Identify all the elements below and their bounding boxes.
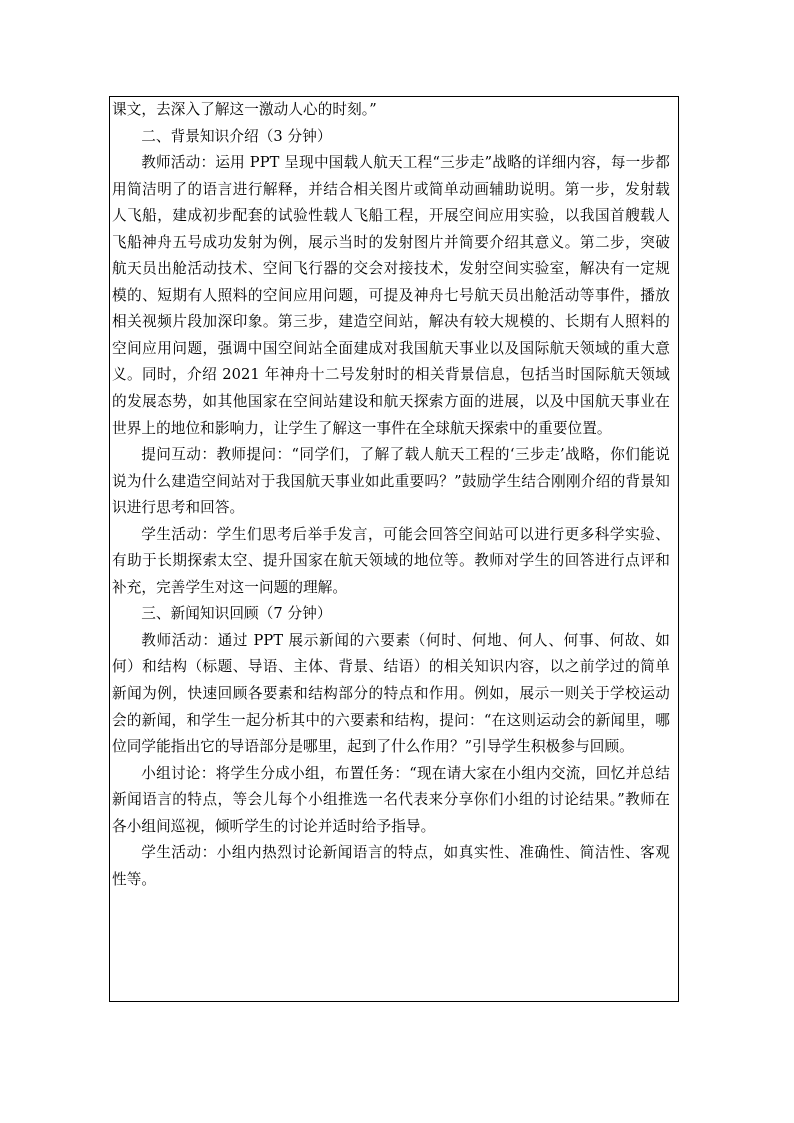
paragraph-continuation: 课文，去深入了解这一激动人心的时刻。”	[112, 101, 377, 118]
section-heading-background: 二、背景知识介绍（3 分钟）	[141, 127, 332, 145]
paragraph-group-discussion: 小组讨论：将学生分成小组，布置任务：“现在请大家在小组内交流，回忆并总结新闻语言的特点，等会儿每个小组推选一名代表来分享你们小组的讨论结果。”教师在各小组间巡视，倾听学生的讨论并适时给予指导。	[112, 764, 670, 835]
paragraph-student-activity-news: 学生活动：小组内热烈讨论新闻语言的特点，如真实性、准确性、简洁性、客观性等。	[112, 844, 670, 888]
paragraph-teacher-activity-background: 教师活动：运用 PPT 呈现中国载人航天工程“三步走”战略的详细内容，每一步都用简洁明了的语言进行解释，并结合相关图片或简单动画辅助说明。第一步，发射载人飞船，建成初步配套的试验性载人飞船工程，开展空间应用实验，以我国首艘载人飞船神舟五号成功发射为例，展示当时的发射图片并简要介绍其意义。第二步，突破航天员出舱活动技术、空间飞行器的交会对接技术，发射空间实验室，解决有一定规模的、短期有人照料的空间应用问题，可提及神舟七号航天员出舱活动等事件，播放相关视频片段加深印象。第三步，建造空间站，解决有较大规模的、长期有人照料的空间应用问题，强调中国空间站全面建成对我国航天事业以及国际航天领域的重大意义。同时，介绍 2021 年神舟十二号发射时的相关背景信息，包括当时国际航天领域的发展态势，如其他国家在空间站建设和航天探索方面的进展，以及中国航天事业在世界上的地位和影响力，让学生了解这一事件在全球航天探索中的重要位置。	[112, 154, 670, 437]
paragraph-question-interaction: 提问互动：教师提问：“同学们，了解了载人航天工程的‘三步走’战略，你们能说说为什么建造空间站对于我国航天事业如此重要吗？”鼓励学生结合刚刚介绍的背景知识进行思考和回答。	[112, 446, 670, 517]
document-content	[110, 97, 680, 893]
paragraph-teacher-activity-news: 教师活动：通过 PPT 展示新闻的六要素（何时、何地、何人、何事、何故、如何）和结构（标题、导语、主体、背景、结语）的相关知识内容，以之前学过的简单新闻为例，快速回顾各要素和结构部分的特点和作用。例如，展示一则关于学校运动会的新闻，和学生一起分析其中的六要素和结构，提问：“在这则运动会的新闻里，哪位同学能指出它的导语部分是哪里，起到了什么作用？”引导学生积极参与回顾。	[112, 631, 670, 756]
section-heading-news-review: 三、新闻知识回顾（7 分钟）	[141, 605, 332, 623]
paragraph-student-activity-background: 学生活动：学生们思考后举手发言，可能会回答空间站可以进行更多科学实验、有助于长期探索太空、提升国家在航天领域的地位等。教师对学生的回答进行点评和补充，完善学生对这一问题的理解。	[112, 525, 670, 596]
document-table-cell	[109, 96, 679, 1002]
